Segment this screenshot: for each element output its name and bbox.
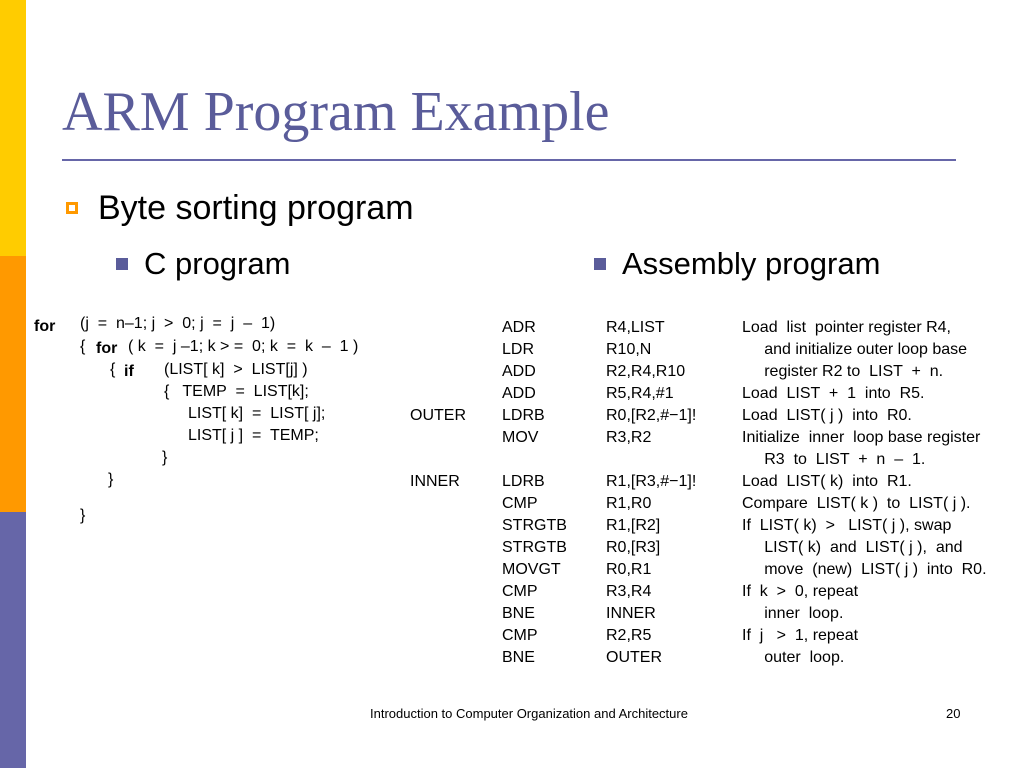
bullet-byte-sorting (66, 191, 414, 225)
asm-opcode-4: LDRB (502, 407, 545, 424)
asm-label-3 (410, 383, 466, 405)
asm-label-15 (410, 647, 466, 669)
asm-operand-12: R3,R4 (606, 583, 652, 600)
asm-opcode-1: LDR (502, 341, 535, 358)
asm-operand-5: R3,R2 (606, 429, 652, 446)
asm-label-7: INNER (410, 473, 460, 490)
filled-square-bullet-icon (594, 258, 606, 270)
asm-label-14 (410, 625, 466, 647)
asm-comment-6: R3 to LIST + n – 1. (742, 451, 926, 468)
c-line-8: } (108, 471, 114, 488)
c-line-9: } (80, 507, 86, 524)
c-line-3: (LIST[ k] > LIST[j] ) (164, 361, 308, 378)
asm-comment-0: Load list pointer register R4, (742, 319, 951, 336)
asm-operand-3: R5,R4,#1 (606, 385, 674, 402)
asm-label-12 (410, 581, 466, 603)
c-line-4: { TEMP = LIST[k]; (164, 383, 309, 400)
asm-operand-0: R4,LIST (606, 319, 665, 336)
asm-comment-13: inner loop. (742, 605, 844, 622)
asm-comment-9: If LIST( k) > LIST( j ), swap (742, 517, 952, 534)
asm-operand-15: OUTER (606, 649, 662, 666)
asm-comment-7: Load LIST( k) into R1. (742, 473, 912, 490)
asm-comment-2: register R2 to LIST + n. (742, 363, 944, 380)
asm-comment-11: move (new) LIST( j ) into R0. (742, 561, 987, 578)
asm-label-8 (410, 493, 466, 515)
c-keyword-for: for (96, 340, 118, 357)
c-keyword-if: if (124, 363, 134, 380)
filled-square-bullet-icon (116, 258, 128, 270)
asm-label-4: OUTER (410, 407, 466, 424)
asm-label-10 (410, 537, 466, 559)
sub-bullet-text: C program (144, 246, 291, 281)
c-brace: { (80, 338, 86, 355)
asm-label-6 (410, 449, 466, 471)
asm-operand-7: R1,[R3,#−1]! (606, 473, 697, 490)
asm-operand-column (606, 317, 696, 669)
asm-operand-9: R1,[R2] (606, 517, 661, 534)
sub-bullet-text: Assembly program (622, 246, 881, 281)
slide-number: 20 (946, 706, 961, 721)
asm-operand-10: R0,[R3] (606, 539, 661, 556)
asm-comment-12: If k > 0, repeat (742, 583, 859, 600)
sidebar-segment-purple (0, 512, 26, 768)
asm-operand-6 (606, 449, 696, 471)
sub-bullet-assembly-program (594, 248, 880, 279)
asm-opcode-10: STRGTB (502, 539, 567, 556)
sidebar-segment-orange (0, 256, 26, 512)
sub-bullet-c-program (116, 248, 290, 279)
slide-title: ARM Program Example (62, 81, 610, 143)
asm-opcode-5: MOV (502, 429, 539, 446)
asm-comment-4: Load LIST( j ) into R0. (742, 407, 912, 424)
asm-comment-15: outer loop. (742, 649, 845, 666)
asm-comment-5: Initialize inner loop base register (742, 429, 981, 446)
sidebar-segment-yellow (0, 0, 26, 256)
footer-course-title: Introduction to Computer Organization and Architecture (370, 706, 688, 721)
title-underline (62, 159, 956, 161)
c-keyword-for: for (34, 318, 56, 335)
asm-operand-8: R1,R0 (606, 495, 652, 512)
asm-label-0 (410, 317, 466, 339)
bullet-text: Byte sorting program (98, 189, 414, 227)
asm-opcode-12: CMP (502, 583, 538, 600)
asm-opcode-11: MOVGT (502, 561, 561, 578)
asm-label-13 (410, 603, 466, 625)
asm-opcode-14: CMP (502, 627, 538, 644)
asm-opcode-3: ADD (502, 385, 536, 402)
asm-operand-14: R2,R5 (606, 627, 652, 644)
c-line-5: LIST[ k] = LIST[ j]; (188, 405, 326, 422)
c-line-1: (j = n–1; j > 0; j = j – 1) (80, 315, 276, 332)
asm-operand-11: R0,R1 (606, 561, 652, 578)
asm-opcode-13: BNE (502, 605, 535, 622)
asm-label-11 (410, 559, 466, 581)
asm-opcode-2: ADD (502, 363, 536, 380)
asm-label-5 (410, 427, 466, 449)
asm-opcode-column (502, 317, 567, 669)
asm-opcode-7: LDRB (502, 473, 545, 490)
hollow-square-bullet-icon (66, 202, 78, 214)
asm-label-1 (410, 339, 466, 361)
asm-operand-2: R2,R4,R10 (606, 363, 686, 380)
c-line-2: ( k = j –1; k > = 0; k = k – 1 ) (128, 338, 359, 355)
sidebar-stripe (0, 0, 26, 768)
asm-opcode-6 (502, 449, 567, 471)
asm-comment-14: If j > 1, repeat (742, 627, 859, 644)
asm-label-2 (410, 361, 466, 383)
asm-opcode-9: STRGTB (502, 517, 567, 534)
asm-opcode-0: ADR (502, 319, 536, 336)
asm-comment-10: LIST( k) and LIST( j ), and (742, 539, 963, 556)
asm-operand-1: R10,N (606, 341, 652, 358)
asm-opcode-15: BNE (502, 649, 535, 666)
asm-comment-8: Compare LIST( k ) to LIST( j ). (742, 495, 971, 512)
asm-label-column (410, 317, 466, 669)
asm-operand-13: INNER (606, 605, 656, 622)
asm-opcode-8: CMP (502, 495, 538, 512)
asm-comment-3: Load LIST + 1 into R5. (742, 385, 925, 402)
asm-comment-column (742, 317, 987, 669)
c-brace: { (110, 361, 116, 378)
c-line-7: } (162, 449, 168, 466)
asm-operand-4: R0,[R2,#−1]! (606, 407, 697, 424)
asm-label-9 (410, 515, 466, 537)
asm-comment-1: and initialize outer loop base (742, 341, 968, 358)
c-line-6: LIST[ j ] = TEMP; (188, 427, 319, 444)
